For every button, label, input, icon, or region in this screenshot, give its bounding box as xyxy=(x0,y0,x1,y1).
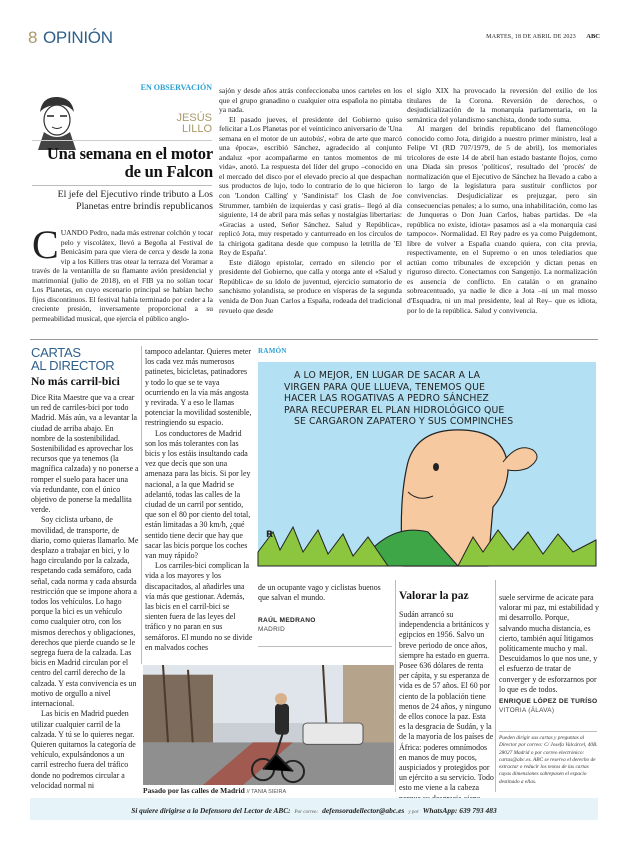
paragraph: El pasado jueves, el presidente del Gobierno quiso felicitar a Los Planetas por el veinticinco aniversario de 'Una semana en el motor de un autobús', «obra de arte que marcó una época», escribió Sánchez, agradecido al conjunto andaluz «por acompañarme en tantos momentos de mi vida», anotó. La respuesta del líder del grupo –conocido en el mercado del disco por el elevado precio al que despachan sus productos de lujo, todo lo contrario de lo que hicieron con 'London Calling' y 'Sandinista!' los Clash de Joe Strummer, también de izquierdas y casi gratis– llegó al día siguiente, 14 de abril para más señas y nostalgias libertarias: «Gracias a usted, Señor Sánchez. Salud y República», replicó Jota, muy respetado y canturreado en los círculos de la chirigota gaditana desde que compuso la letrilla de 'El Rey de España'. xyxy=(219,114,402,258)
banner-mail-label: Por correo: xyxy=(294,810,319,815)
divider xyxy=(258,646,392,647)
page-header xyxy=(28,28,600,50)
paragraph: de un ocupante vago y ciclistas buenos que salvan el mundo. xyxy=(258,583,381,603)
letter-body-col-c xyxy=(258,583,392,603)
paragraph: UANDO Pedro, nada más estrenar colchón y tocar pelo y viscolátex, llevó a Begoña al Festival de Benicàsim para que viera de cerca y desde la zona vip a los Killers tras otear la terraza del Voramar a través de la ventanilla de su flamante avión presidencial y matrimonial (julio de 2018), en el FIB ya no solían tocar Los Planetas, en cuyo escenario principal se habían hecho fijos discontinuos. El festival había terminado por ceder a la creciente presión, inversamente proporcional a su permeabilidad musical, que ejercía el público anglo- xyxy=(32,228,213,323)
brand-label: ABC xyxy=(586,33,600,40)
divider xyxy=(499,731,597,732)
author-last-name: LILLO xyxy=(182,123,212,135)
paragraph: el siglo XIX ha provocado la reversión del exilio de los titulares de la Corona. Reversión de derechos, o desjudicialización de la monarquía parlamentaria, en la semántica del yolandismo sanchista, donde todo suma. xyxy=(407,86,597,124)
paragraph: Al margen del brindis republicano del flamencólogo conocido como Jota, dirigido a nuestro primer ministro, leal a Felipe VI (RD 707/1979, de 5 de abril), los memoriales tricolores de este 14 de abril han estado bastante flojos, como una Diada sin presos 'políticos', resultado del 'procés' de normalización que el Ejecutivo de Sánchez ha llevado a cabo a lo largo de la legislatura para sustituir conflictos por convivencias. Desjudicializar es prejuzgar, pero sin consecuencias penales; a lo sumo, una inhabilitación, como las de Junqueras o Don Juan Carlos, habas partidas. De «la república no existe, idiota» pasamos así a «la monarquía casi tampoco». Normalidad. El Rey padre es ya como Puigdemont, libre de volver a España cuando quiera, con cita previa, respectivamente, en el Supremo o en unos telediarios que actúan como tribunales de excepción y dictan penas en riguroso directo. Conectamos con Sangenjo. La normalización es ausencia de conflicto. En catalán o en granaíno sobreacentuado, ya nadie le dice a Jota –ni un mal mosso d'Esquadra, ni un mal presidente, leal al Rey– que es idiota, por lo de la república. Salud y convivencia. xyxy=(407,124,597,315)
column-rule xyxy=(495,580,496,792)
page-number: 8 xyxy=(28,28,38,47)
cartoon-drawing-icon xyxy=(258,422,596,566)
paragraph: Este diálogo epistolar, cerrado en silencio por el presidente del Gobierno, que calla y otorga ante el «Salud y República» de su ídolo de juventud, ejercicio sumatorio de sanchismo yolandista, se produce en vísperas de la segunda venida de Don Juan Carlos a España, rodeada del tradicional revuelo que desde xyxy=(219,257,402,315)
banner-lead: Si quiere dirigirse a la Defensora del Lector de ABC: xyxy=(131,806,291,815)
column-kicker: EN OBSERVACIÓN xyxy=(140,83,212,92)
letters-section-title xyxy=(31,346,114,372)
paragraph: suele servirme de acicate para valorar mi paz, mi estabilidad y mi desarrollo. Porque, salvando mucha distancia, es cierto, también aquí litigamos políticamente mucho y mal. Descuidamos lo que nos une, y el esfuerzo de tratar de converger y de esforzarnos por lo que es de todos. xyxy=(499,593,599,694)
whatsapp-number[interactable]: WhatsApp: 639 793 483 xyxy=(422,806,497,815)
author-portrait xyxy=(32,92,84,152)
author-name xyxy=(140,113,212,135)
letter-body-col-b xyxy=(145,347,253,662)
cartoon-line: VIRGEN PARA QUE LLUEVA, TENEMOS QUE xyxy=(284,381,485,393)
ombudsman-email[interactable]: defensoradellector@abc.es xyxy=(322,806,405,815)
cartoon-signature: R xyxy=(266,530,273,540)
reader-ombudsman-banner xyxy=(30,798,598,820)
cartoon-line: A LO MEJOR, EN LUGAR DE SACAR A LA xyxy=(294,370,481,381)
divider xyxy=(32,140,212,141)
cartoon-label: RAMÓN xyxy=(258,347,287,355)
cartoon-line: SE CARGARON ZAPATERO Y SUS COMPINCHES xyxy=(294,416,514,428)
letter-title: Valorar la paz xyxy=(399,590,469,602)
letters-submission-note: Pueden dirigir sus cartas y preguntas al Director por correo: C/ Josefa Valcárcel, 40B. 28027 Madrid o por correo electrónico: cartas@abc.es. ABC se reserva el derecho de extractar o reducir los textos de las cartas cuyas dimensiones sobrepasen el espacio destinado a ellas. xyxy=(499,735,598,785)
date: MARTES, 18 DE ABRIL DE 2023 xyxy=(486,34,576,40)
letter-signature: RAÚL MEDRANO xyxy=(258,617,316,624)
article-body-col3 xyxy=(407,86,597,331)
paragraph: Los carriles-bici complican la vida a los mayores y los discapacitados, al añadirles una vía más que gestionar. Además, las bicis en el carril-bici se sienten fuera de las leyes del tráfico y no paran en sus semáforos. El mundo no se divide en malvados coches xyxy=(145,561,253,652)
drop-cap: C xyxy=(32,222,59,267)
cartoon-line: PARA RECUPERAR EL PLAN HIDROLÓGICO QUE xyxy=(284,404,505,416)
letter2-signature: ENRIQUE LÓPEZ DE TURÍSO xyxy=(499,698,598,705)
paragraph: Dice Rita Maestre que va a crear un red de carriles-bici por todo Madrid. Más aún, va a levantar la ciudad de arriba abajo. En nombre de la sostenibilidad. Sostenibilidad es aprovechar los recursos que ya tenemos (la magnífica calzada) y no ponerse a romper el suelo para hacer una vía redundante, con el único objetivo de ponerse la medallita verde. xyxy=(31,393,139,515)
letters-title-line2: AL DIRECTOR xyxy=(31,358,115,373)
letter2-body-col-b xyxy=(499,593,599,695)
letter2-location: VITORIA (ÁLAVA) xyxy=(499,707,555,714)
column-rule xyxy=(141,346,142,664)
article-body-col1 xyxy=(32,222,213,331)
paragraph: tampoco adelantar. Quieres meter los cada vez más numerosos patinetes, bicicletas, patinadores y todo lo que se te vaya ocurriendo en la vía más angosta y revirada. Y a eso le llamas potenciar la movilidad sostenible, restringiendo su espacio. xyxy=(145,347,252,428)
paragraph: sajón y desde años atrás confeccionaba unos carteles en los que el grupo granadino o cualquier otra española no pintaba ya nada. xyxy=(219,86,402,115)
author-first-name: JESÚS xyxy=(176,112,212,124)
paragraph: Sudán arrancó su independencia a británicos y egipcios en 1956. Salvo un breve periodo de once años, siempre ha estado en guerra. Posee 636 dólares de renta per cápita, y su esperanza de vida es de 57 años. El 60 por ciento de la población tiene menos de 24 años, y ninguno de ellos conoce la paz. Esta es la desgracia de Sudán, y la de la mayoría de los países de África: poderes omnímodos en manos de muy pocos, auspiciados y protegidos por un ejército a su servicio. Todo esto me viene a la cabeza xyxy=(399,610,494,793)
caption-text: Pasado por las calles de Madrid xyxy=(143,786,245,795)
section-divider xyxy=(30,339,598,340)
cyclist-photo-icon xyxy=(143,665,394,785)
cartoon-speech xyxy=(284,370,584,428)
paragraph: Soy ciclista urbano, de movilidad, de transporte, de diario, como quieras llamarlo. Me desplazo a trabajar en bici, y lo hago circulando por la calzada, respetando cada semáforo, cada señal, cada norma y cada absurda restricción que se impone ahora a todos los vehículos. Lo hago porque la bici es un vehículo como cualquier otro, con los mismos derechos y obligaciones, derechos que pierde cuando se le segrega fuera de la calzada. Las bicis en Madrid circulan por el centro del carril derecho de la calzada. Y esta convivencia es un motivo de orgullo a nivel internacional. xyxy=(31,515,139,709)
letter-body-col-a xyxy=(31,393,139,796)
cartoon xyxy=(258,362,596,566)
banner-wa-label: y por xyxy=(408,810,419,815)
letter2-body-col-a xyxy=(399,610,494,795)
article-body-col2 xyxy=(219,86,402,331)
cartoon-line: HACER LAS ROGATIVAS A PEDRO SÁNCHEZ xyxy=(284,393,489,405)
photo-caption xyxy=(143,786,286,796)
letter-location: MADRID xyxy=(258,626,286,633)
article-headline: Una semana en el motor de un Falcon xyxy=(46,144,213,181)
street-photo xyxy=(143,665,394,785)
column-rule xyxy=(395,580,396,792)
letters-title-line1: CARTAS xyxy=(31,345,81,360)
paragraph: Las bicis en Madrid pueden utilizar cualquier carril de la calzada. Y tú se lo quieres negar. Quieren quitarnos la categoría de vehículo, expulsándonos a un carril estrecho fuera del tráfico donde no podremos circular a velocidad normal ni xyxy=(31,709,136,790)
divider xyxy=(32,185,212,186)
letter-title: No más carril-bici xyxy=(31,376,120,388)
portrait-illustration-icon xyxy=(32,92,84,152)
article-subhead: El jefe del Ejecutivo rinde tributo a Los Planetas entre brindis republicanos xyxy=(57,189,213,212)
photo-credit: // TANIA SIEIRA xyxy=(246,789,287,795)
section-title: OPINIÓN xyxy=(43,28,113,47)
paragraph: Los conductores de Madrid son los más tolerantes con las bicis y los estáis insultando cada vez que decís que son una amenaza para las bicis. Si por ley nacional, a la que Madrid se adelantó, todas las calles de la ciudad de un carril por sentido, que son el 80 por ciento del total, están limitadas a 30 km/h, ¿qué sentido tiene decir que hay que sacar las bicis porque los coches van muy rápido? xyxy=(145,428,251,561)
